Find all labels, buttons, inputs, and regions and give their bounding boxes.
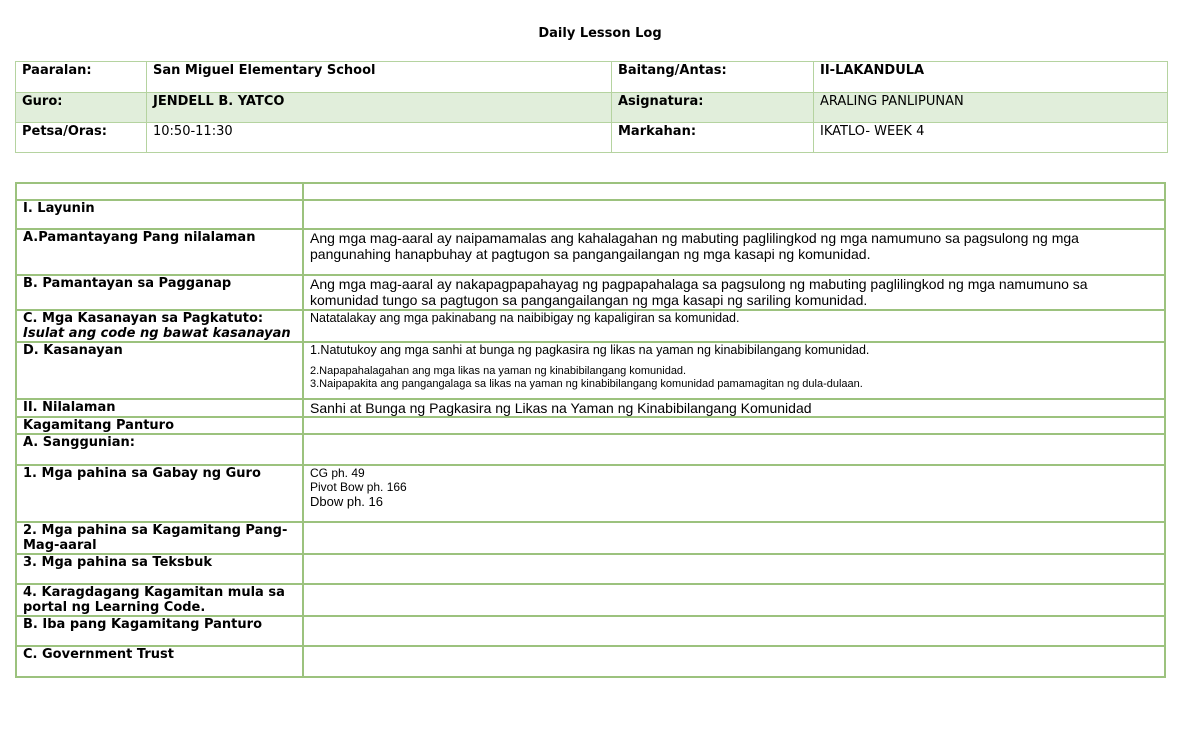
kagamitan-label: Kagamitang Panturo: [16, 417, 303, 434]
teacher-value: JENDELL B. YATCO: [147, 93, 612, 123]
blank-cell: [16, 183, 303, 200]
iba-label: B. Iba pang Kagamitang Panturo: [16, 616, 303, 646]
table-row: [16, 584, 1165, 616]
d-item-3: 3.Naipapakita ang pangangalaga sa likas na yaman ng kinabibilangang komunidad pamamagitan ng dula-dulaan.: [310, 378, 863, 390]
grade-value: II-LAKANDULA: [814, 62, 1168, 93]
gabay-ref-3: Dbow ph. 16: [310, 494, 383, 509]
nilalaman-text: Sanhi at Bunga ng Pagkasira ng Likas na Yaman ng Kinabibilangang Komunidad: [303, 399, 1165, 417]
gabay-cell: [303, 465, 1165, 522]
kasanayan-text: Natatalakay ang mga pakinabang na naibibigay ng kapaligiran sa komunidad.: [303, 310, 1165, 342]
nilalaman-label: II. Nilalaman: [16, 399, 303, 417]
kasanayan-label: C. Mga Kasanayan sa Pagkatuto:: [23, 311, 264, 326]
pamantayang-text: Ang mga mag-aaral ay naipamamalas ang kahalagahan ng mabuting paglilingkod ng mga namumuno sa pagsulong ng mga pangunahing hanapbuhay at pagtugon sa pangangailangan ng mga kasapi ng komunidad.: [303, 229, 1165, 275]
pagganap-label: B. Pamantayan sa Pagganap: [16, 275, 303, 310]
blank-cell: [303, 183, 1165, 200]
blank-cell: [303, 584, 1165, 616]
table-row: [16, 646, 1165, 677]
header-row: [16, 62, 1168, 93]
table-row: [16, 399, 1165, 417]
date-label: Petsa/Oras:: [16, 123, 147, 153]
kasanayan-sub: Isulat ang code ng bawat kasanayan: [23, 326, 291, 341]
government-trust-label: C. Government Trust: [16, 646, 303, 677]
gabay-label: 1. Mga pahina sa Gabay ng Guro: [16, 465, 303, 522]
layunin-label: I. Layunin: [16, 200, 303, 229]
lesson-table: [15, 182, 1166, 678]
blank-cell: [303, 522, 1165, 554]
teacher-label: Guro:: [16, 93, 147, 123]
blank-cell: [303, 616, 1165, 646]
grade-label: Baitang/Antas:: [612, 62, 814, 93]
school-value: San Miguel Elementary School: [147, 62, 612, 93]
pagganap-text: Ang mga mag-aaral ay nakapagpapahayag ng pagpapahalaga sa pagsulong ng mabuting paglilingkod ng mga namumuno sa komunidad tungo sa pagtugon sa pangangailangan ng mga kasapi ng sariling komunidad.: [303, 275, 1165, 310]
table-row: [16, 417, 1165, 434]
table-row: [16, 275, 1165, 310]
gabay-ref-2: Pivot Bow ph. 166: [310, 480, 407, 494]
header-row: [16, 123, 1168, 153]
table-row: [16, 616, 1165, 646]
kagamitang-pang-label: 2. Mga pahina sa Kagamitang Pang-Mag-aaral: [16, 522, 303, 554]
table-row: [16, 434, 1165, 465]
teksbuk-label: 3. Mga pahina sa Teksbuk: [16, 554, 303, 584]
subject-label: Asignatura:: [612, 93, 814, 123]
table-row: [16, 522, 1165, 554]
date-value: 10:50-11:30: [147, 123, 612, 153]
blank-cell: [303, 417, 1165, 434]
subject-value: ARALING PANLIPUNAN: [814, 93, 1168, 123]
table-row: [16, 465, 1165, 522]
blank-cell: [303, 554, 1165, 584]
quarter-value: IKATLO- WEEK 4: [814, 123, 1168, 153]
blank-cell: [303, 200, 1165, 229]
d-kasanayan-cell: [303, 342, 1165, 399]
page-title: Daily Lesson Log: [538, 26, 662, 41]
karagdagang-label: 4. Karagdagang Kagamitan mula sa portal ng Learning Code.: [16, 584, 303, 616]
table-row: [16, 342, 1165, 399]
d-item-2: 2.Napapahalagahan ang mga likas na yaman ng kinabibilangang komunidad.: [310, 365, 687, 377]
d-kasanayan-label: D. Kasanayan: [16, 342, 303, 399]
sanggunian-label: A. Sanggunian:: [16, 434, 303, 465]
table-row: [16, 200, 1165, 229]
table-row: [16, 229, 1165, 275]
kasanayan-cell: [16, 310, 303, 342]
blank-cell: [303, 434, 1165, 465]
header-row: [16, 93, 1168, 123]
table-row: [16, 183, 1165, 200]
table-row: [16, 310, 1165, 342]
blank-cell: [303, 646, 1165, 677]
pamantayang-label: A.Pamantayang Pang nilalaman: [16, 229, 303, 275]
header-table: [15, 61, 1168, 153]
table-row: [16, 554, 1165, 584]
quarter-label: Markahan:: [612, 123, 814, 153]
school-label: Paaralan:: [16, 62, 147, 93]
gabay-ref-1: CG ph. 49: [310, 466, 365, 480]
d-item-1: 1.Natutukoy ang mga sanhi at bunga ng pagkasira ng likas na yaman ng kinabibilangang komunidad.: [310, 343, 870, 357]
